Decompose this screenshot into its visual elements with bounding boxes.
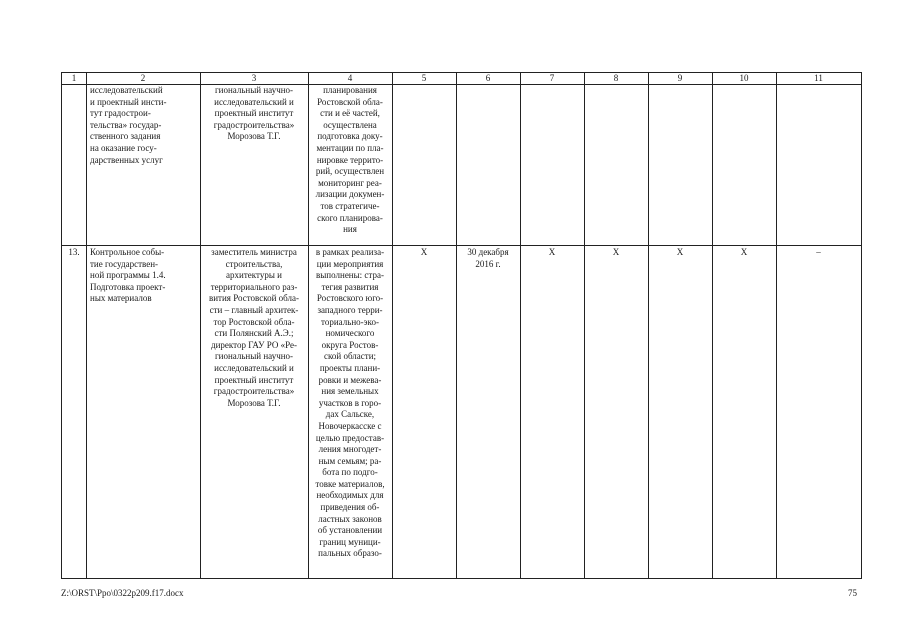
row-b-col-3: заместитель министра строительства, архитектуры и территориального раз- вития Ростовской обла- сти – главный архитек- тор Ростовской обла- сти Полянский А.Э.; директор ГАУ РО «Ре- гиональный научно- исследовательский и проектный институт градостроительства» Морозова Т.Г. (208, 247, 300, 408)
header-col-7: 7 (549, 73, 555, 83)
report-table (61, 72, 862, 579)
header-col-3: 3 (251, 73, 257, 83)
header-col-10: 10 (739, 73, 749, 83)
header-col-4: 4 (347, 73, 353, 83)
row-divider (62, 245, 861, 246)
row-b-col-7: X (548, 247, 556, 257)
header-col-2: 2 (140, 73, 146, 83)
row-b-col-10: X (740, 247, 748, 257)
document-path: Z:\ORST\Ppo\0322p209.f17.docx (61, 588, 184, 598)
row-b-col-4: в рамках реализа- ции мероприятия выполнены: стра- тегия развития Ростовского юго- западного терри- ториально-эко- номического округа Ростов- ской области; проекты плани- ровки и межева- ния земельных участков в горо- дах Сальске, Новочеркасске с целью предостав- ления многодет- ным семьям; ра- бота по подго- товке материалов, необходимых для приведения об- ластных законов об установлении границ муници- пальных образо- (315, 247, 385, 559)
header-col-9: 9 (677, 73, 683, 83)
header-col-8: 8 (613, 73, 619, 83)
table-header-row (62, 73, 861, 85)
page-number: 75 (848, 588, 857, 598)
row-a-col-3: гиональный научно- исследовательский и проектный институт градостроительства» Морозова Т.Г. (213, 85, 295, 142)
column-divider (456, 73, 457, 578)
row-b-col-8: X (612, 247, 620, 257)
row-a-col-2: исследовательский и проектный инсти- тут градострои- тельства» государ- ственного задания на оказание госу- дарственных услуг (90, 85, 167, 165)
column-divider (86, 73, 87, 578)
row-b-col-9: X (676, 247, 684, 257)
row-b-number: 13. (68, 247, 80, 257)
row-b-col-6: 30 декабря 2016 г. (467, 247, 509, 269)
row-b-col-11: – (816, 247, 821, 257)
column-divider (584, 73, 585, 578)
column-divider (520, 73, 521, 578)
column-divider (776, 73, 777, 578)
header-col-1: 1 (71, 73, 77, 83)
column-divider (392, 73, 393, 578)
column-divider (712, 73, 713, 578)
header-col-6: 6 (485, 73, 491, 83)
row-b-col-5: X (420, 247, 428, 257)
row-b-col-2: Контрольное собы- тие государствен- ной программы 1.4. Подготовка проект- ных материалов (90, 247, 166, 304)
header-col-5: 5 (421, 73, 427, 83)
row-a-col-4: планирования Ростовской обла- сти и её частей, осуществлена подготовка доку- ментации по пла- нировке террито- рий, осуществлен мониторинг реа- лизации докумен- тов стратегиче- ского планирова- ния (315, 85, 385, 235)
column-divider (648, 73, 649, 578)
header-col-11: 11 (814, 73, 823, 83)
